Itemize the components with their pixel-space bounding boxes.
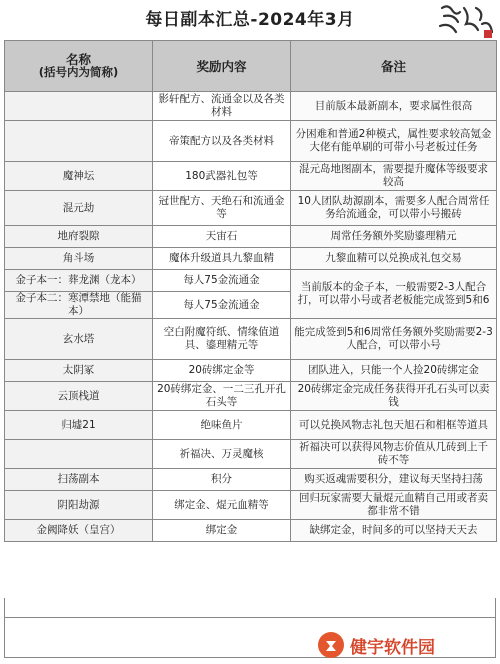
row-name: 玄水塔 [5,319,153,360]
row-remark: 能完成签到5和6周常任务额外奖励需要2-3人配合，可以带小号 [291,319,497,360]
badge-text: 健宇软件园 [350,637,435,658]
table-row [5,191,497,226]
row-reward: 20砖绑定金、一二三孔开孔石头等 [153,382,291,411]
row-reward: 天宙石 [153,226,291,248]
row-name: 归墟21 [5,411,153,440]
row-name: 角斗场 [5,248,153,270]
header-reward: 奖励内容 [153,41,291,92]
table-row [5,360,497,382]
header-remark: 备注 [291,41,497,92]
row-reward: 祈福决、万灵魔核 [153,440,291,469]
row-name: 太阴冢 [5,360,153,382]
row-name: 阴阳劫源 [5,491,153,520]
dungeon-table [4,40,497,542]
row-name: 金阙降妖（皇宫） [5,520,153,542]
calligraphy-logo [434,2,496,40]
row-name: 金子本二：寒潭禁地（能猫本） [5,292,153,319]
table-row [5,121,497,162]
title-bar [0,0,500,38]
row-reward: 每人75金流通金 [153,292,291,319]
table-row [5,162,497,191]
table-row [5,226,497,248]
row-remark: 购买返魂需要积分，建议每天坚持扫荡 [291,469,497,491]
row-remark: 分困难和普通2种模式，属性要求较高氪金大佬有能单刷的可带小号老板过任务 [291,121,497,162]
row-name: 混元劫 [5,191,153,226]
row-name: 云顶栈道 [5,382,153,411]
header-name: 名称 (括号内为简称) [5,41,153,92]
badge-logo-icon [318,632,344,658]
row-reward: 20砖绑定金等 [153,360,291,382]
row-reward: 积分 [153,469,291,491]
table-row [5,319,497,360]
row-name: 金子本一：葬龙渊（龙本） [5,270,153,292]
table-row [5,469,497,491]
row-reward: 冠世配方、天绝石和流通金等 [153,191,291,226]
row-name: 地府裂隙 [5,226,153,248]
table-row [5,491,497,520]
table-row [5,248,497,270]
row-remark: 目前版本最新副本，要求属性很高 [291,92,497,121]
table-row [5,411,497,440]
row-reward: 影轩配方、流通金以及各类材料 [153,92,291,121]
row-remark: 周常任务额外奖励鎏理精元 [291,226,497,248]
row-remark: 九黎血精可以兑换成礼包交易 [291,248,497,270]
table-row [5,382,497,411]
table-row [5,520,497,542]
row-name [5,440,153,469]
row-reward: 绑定金 [153,520,291,542]
row-remark: 团队进入，只能一个人捡20砖绑定金 [291,360,497,382]
row-remark: 10人团队劫源副本，需要多人配合周常任务给流通金，可以带小号搬砖 [291,191,497,226]
row-remark: 回归玩家需要大量焜元血精自己用或者卖都非常不错 [291,491,497,520]
row-remark: 缺绑定金，时间多的可以坚持天天去 [291,520,497,542]
row-remark: 当前版本的金子本，一般需要2-3人配合打，可以带小号或者老板能完成签到5和6 [291,270,497,319]
row-remark: 20砖绑定金完成任务获得开孔石头可以卖钱 [291,382,497,411]
table-row [5,270,497,292]
row-name: 魔神坛 [5,162,153,191]
footer-note-1 [4,598,496,618]
row-name [5,121,153,162]
row-remark: 混元岛地图副本，需要提升魔体等级要求较高 [291,162,497,191]
row-name [5,92,153,121]
row-reward: 帝策配方以及各类材料 [153,121,291,162]
row-reward: 魔体升级道具九黎血精 [153,248,291,270]
row-reward: 180武器礼包等 [153,162,291,191]
row-reward: 绑定金、焜元血精等 [153,491,291,520]
site-badge [318,630,498,660]
table-row [5,440,497,469]
page-title: 每日副本汇总-2024年3月 [145,10,355,30]
row-remark: 可以兑换风物志礼包天旭石和相框等道具 [291,411,497,440]
row-name: 扫荡副本 [5,469,153,491]
row-reward: 每人75金流通金 [153,270,291,292]
row-reward: 空白附魔符纸、情缘值道具、鎏理精元等 [153,319,291,360]
row-remark: 祈福决可以获得风物志价值从几砖到上千砖不等 [291,440,497,469]
row-reward: 绝味鱼片 [153,411,291,440]
table-row [5,92,497,121]
